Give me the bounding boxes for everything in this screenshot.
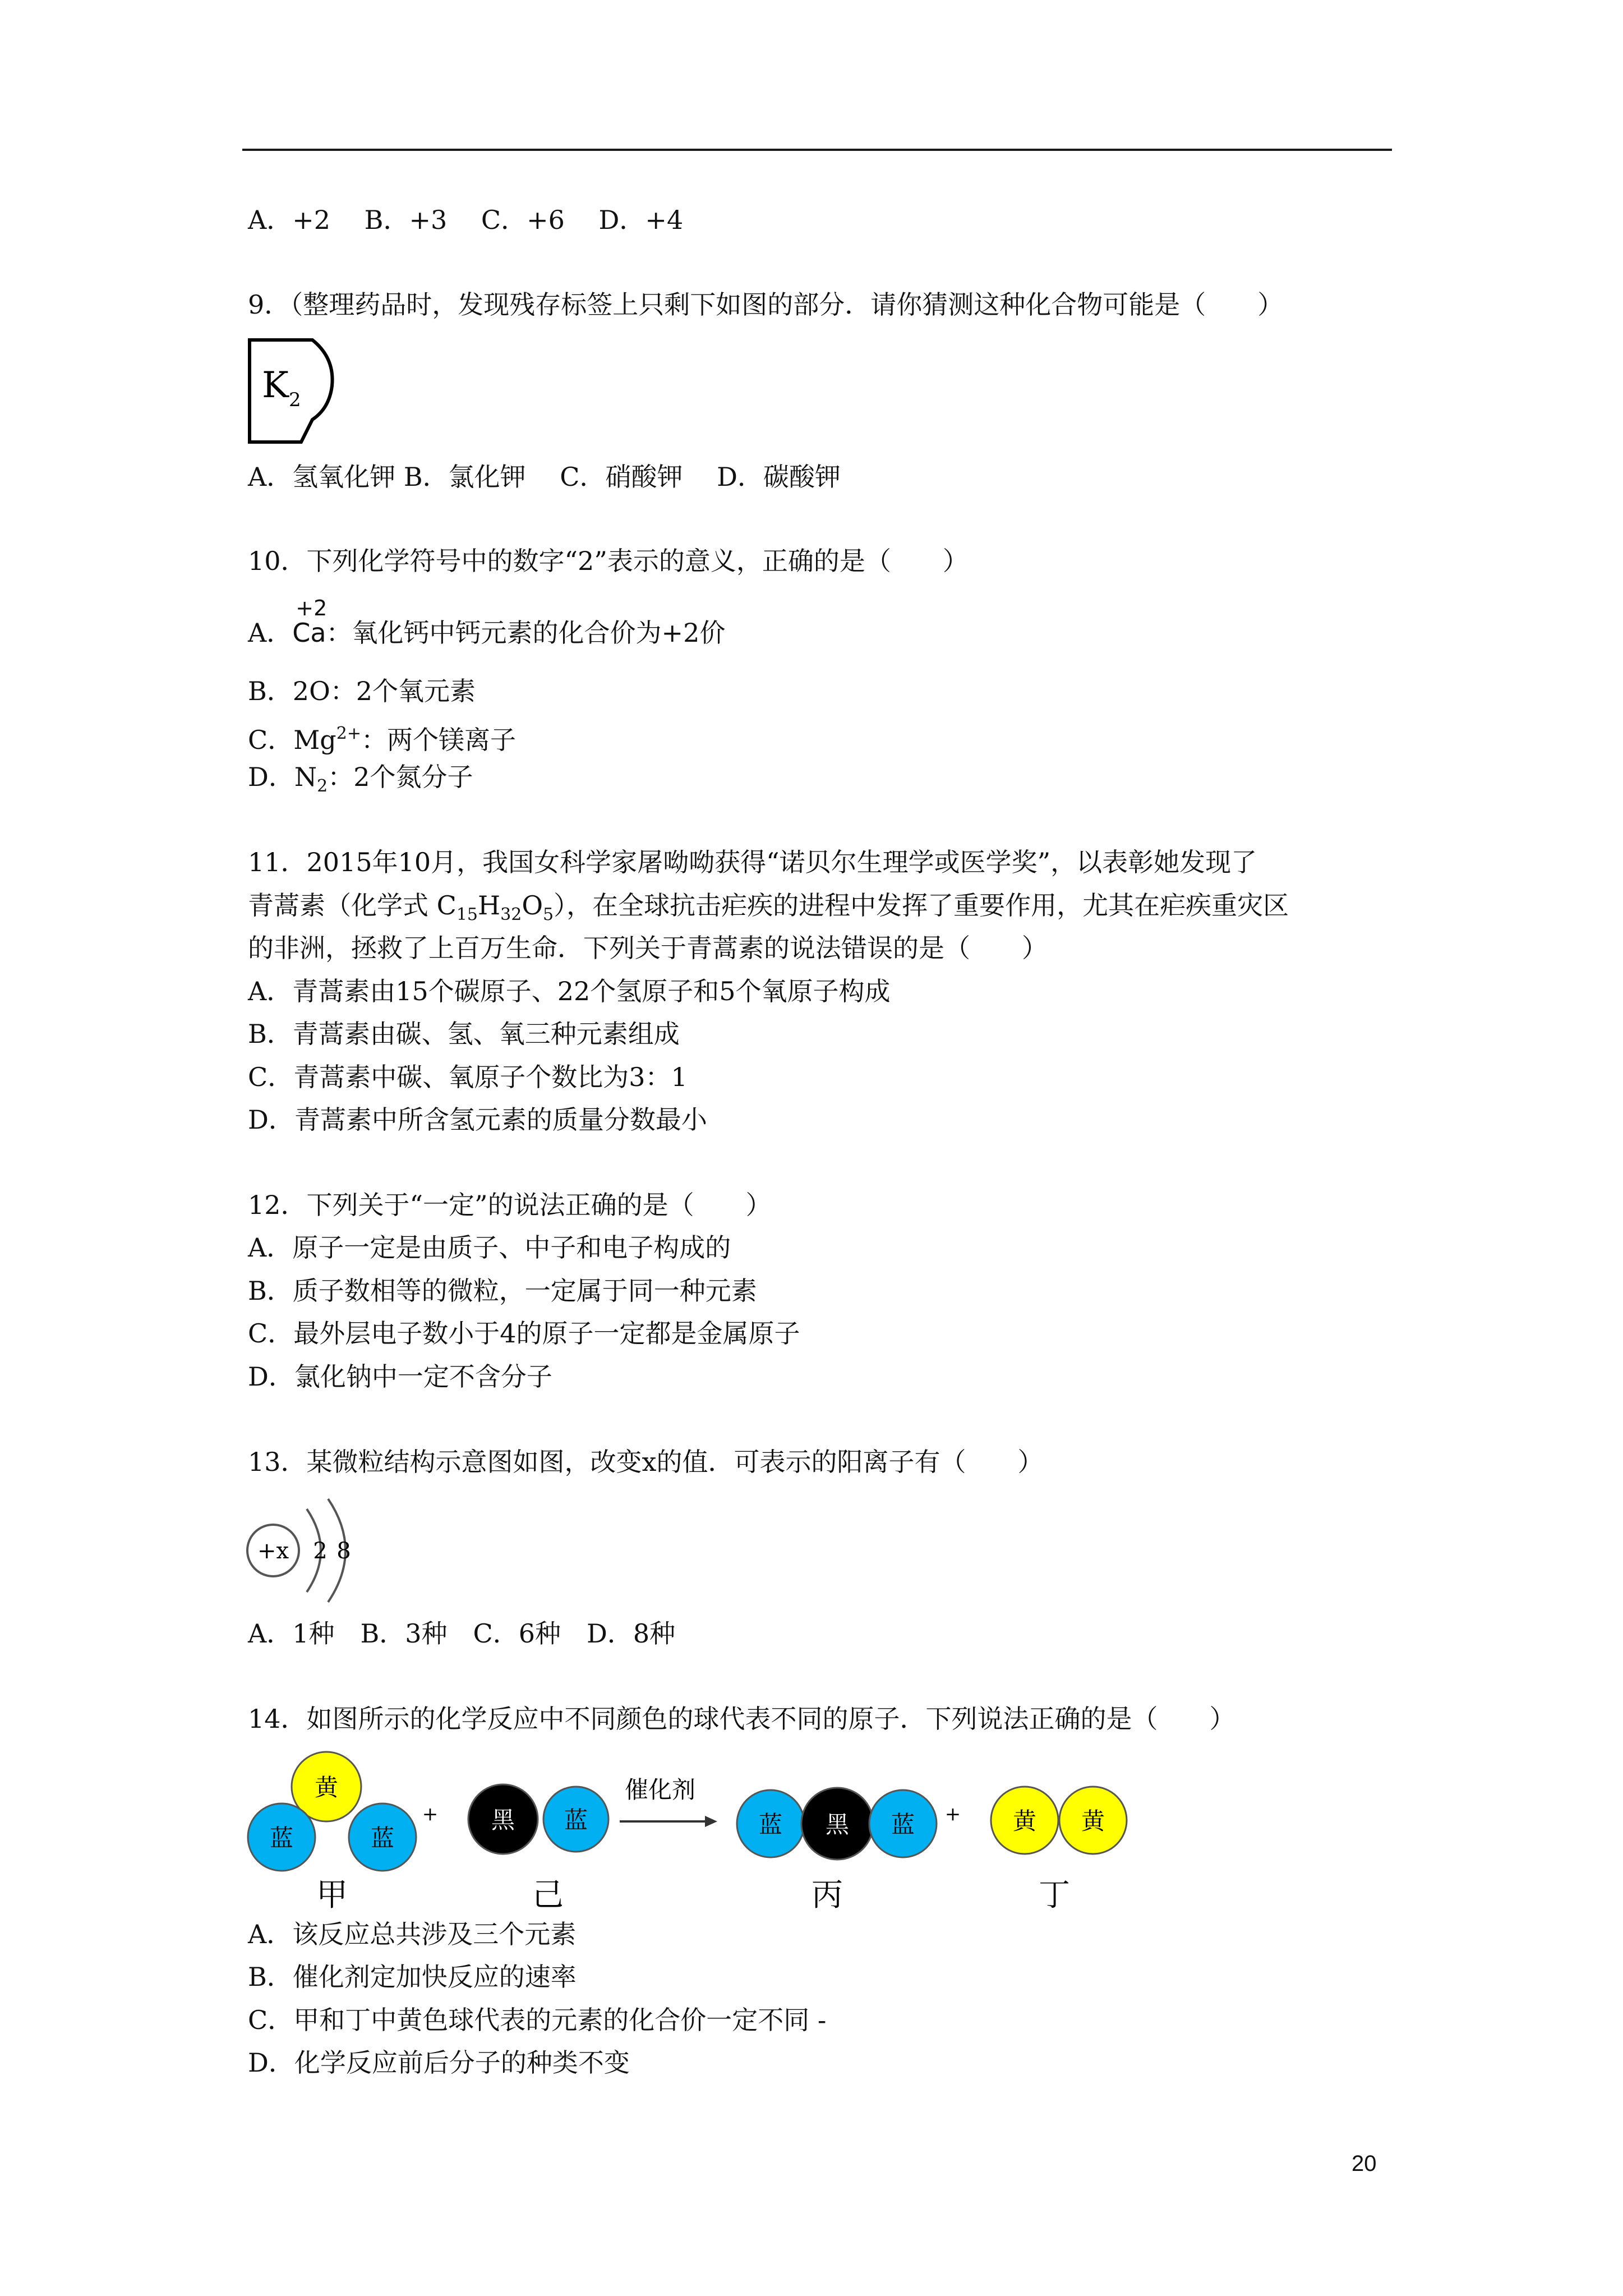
q9-label-figure bbox=[245, 335, 339, 447]
q14-jia-yellow-label: 黄 bbox=[314, 1774, 339, 1801]
q10-option-b: B．2O：2个氧元素 bbox=[248, 676, 476, 706]
q10-c-pre: C．Mg bbox=[248, 725, 336, 755]
q14-ding-yellow-label-left: 黄 bbox=[1012, 1807, 1037, 1835]
q10-option-c bbox=[248, 717, 516, 757]
q14-name-jia: 甲 bbox=[316, 1877, 348, 1913]
q10-c-text: ：两个镁离子 bbox=[361, 725, 516, 755]
q10-c-sup: 2+ bbox=[336, 724, 361, 743]
q10-option-a bbox=[248, 596, 726, 650]
q11-option-c: C．青蒿素中碳、氧原子个数比为3：1 bbox=[248, 1062, 688, 1092]
q13-nucleus: +x bbox=[257, 1538, 289, 1564]
q13-shell2: 8 bbox=[336, 1538, 351, 1564]
q14-bing-black-label: 黑 bbox=[825, 1811, 850, 1838]
q10-d-text: ：2个氮分子 bbox=[328, 762, 473, 792]
q11-option-b: B．青蒿素由碳、氢、氧三种元素组成 bbox=[248, 1019, 680, 1049]
q10-d-sub: 2 bbox=[317, 776, 328, 796]
q14-stem: 14．如图所示的化学反应中不同颜色的球代表不同的原子．下列说法正确的是（ ） bbox=[248, 1704, 1235, 1734]
q14-option-d: D．化学反应前后分子的种类不变 bbox=[248, 2047, 630, 2078]
q11-f3: 5 bbox=[543, 905, 554, 924]
q14-yi-black-label: 黑 bbox=[491, 1806, 515, 1834]
q11-line3: 的非洲，拯救了上百万生命．下列关于青蒿素的说法错误的是（ ） bbox=[248, 933, 1048, 963]
q14-arrow-head bbox=[705, 1816, 717, 1827]
q12-option-d: D．氯化钠中一定不含分子 bbox=[248, 1361, 552, 1392]
q14-option-a: A．该反应总共涉及三个元素 bbox=[248, 1919, 577, 1949]
q14-reaction-diagram bbox=[245, 1747, 1142, 1918]
q11-line2 bbox=[248, 889, 1289, 932]
q9-options: A．氢氧化钾 B．氯化钾 C．硝酸钾 D．碳酸钾 bbox=[248, 462, 841, 492]
q13-stem: 13．某微粒结构示意图如图，改变x的值．可表示的阳离子有（ ） bbox=[248, 1447, 1044, 1477]
q12-stem: 12．下列关于“一定”的说法正确的是（ ） bbox=[248, 1190, 772, 1220]
q14-ding-yellow-label-right: 黄 bbox=[1081, 1807, 1105, 1835]
q10-a-prefix: A． bbox=[248, 618, 293, 648]
header-rule bbox=[242, 149, 1392, 151]
q10-d-pre: D．N bbox=[248, 762, 317, 792]
q11-f2: 32 bbox=[500, 905, 522, 924]
q14-catalyst-label: 催化剂 bbox=[624, 1776, 696, 1803]
q11-f1: 15 bbox=[456, 905, 478, 924]
q11-h: H bbox=[478, 890, 501, 921]
q10-a-valence: +2 bbox=[296, 596, 328, 620]
q12-option-c: C．最外层电子数小于4的原子一定都是金属原子 bbox=[248, 1318, 800, 1349]
q14-name-yi: 己 bbox=[532, 1877, 564, 1913]
q10-option-d bbox=[248, 760, 473, 803]
q14-plus-1: + bbox=[422, 1803, 439, 1825]
q14-yi-blue-label: 蓝 bbox=[564, 1806, 588, 1834]
q12-option-a: A．原子一定是由质子、中子和电子构成的 bbox=[248, 1232, 731, 1263]
q14-option-b: B．催化剂定加快反应的速率 bbox=[248, 1962, 577, 1992]
q9-label-k: K bbox=[262, 365, 289, 406]
q9-label-sub: 2 bbox=[289, 389, 301, 411]
q11-l2-post: ），在全球抗击疟疾的进程中发挥了重要作用，尤其在疟疾重灾区 bbox=[554, 890, 1289, 921]
q13-options: A．1种 B．3种 C．6种 D．8种 bbox=[248, 1618, 676, 1649]
q8-options: A．+2 B．+3 C．+6 D．+4 bbox=[248, 205, 684, 235]
q14-plus-2: + bbox=[944, 1803, 961, 1825]
q13-atom-diagram bbox=[245, 1487, 368, 1610]
q14-option-c: C．甲和丁中黄色球代表的元素的化合价一定不同 - bbox=[248, 2005, 827, 2035]
q9-stem: 9．（整理药品时，发现残存标签上只剩下如图的部分．请你猜测这种化合物可能是（ ） bbox=[248, 289, 1284, 320]
q11-l2-pre: 青蒿素（化学式 C bbox=[248, 890, 457, 921]
q11-option-a: A．青蒿素由15个碳原子、22个氢原子和5个氧原子构成 bbox=[248, 976, 891, 1006]
q14-name-ding: 丁 bbox=[1039, 1877, 1070, 1913]
q11-o: O bbox=[522, 890, 543, 921]
q11-option-d: D．青蒿素中所含氢元素的质量分数最小 bbox=[248, 1105, 707, 1135]
q14-jia-blue-label-left: 蓝 bbox=[269, 1824, 294, 1852]
q10-stem: 10．下列化学符号中的数字“2”表示的意义，正确的是（ ） bbox=[248, 546, 969, 576]
q12-option-b: B．质子数相等的微粒，一定属于同一种元素 bbox=[248, 1276, 757, 1306]
page-number: 20 bbox=[1352, 2151, 1377, 2176]
q10-a-text: ：氧化钙中钙元素的化合价为+2价 bbox=[326, 618, 726, 648]
q11-line1: 11．2015年10月，我国女科学家屠呦呦获得“诺贝尔生理学或医学奖”，以表彰她发现了 bbox=[248, 847, 1257, 877]
q14-bing-blue-label-left: 蓝 bbox=[758, 1811, 783, 1838]
q14-bing-blue-label-right: 蓝 bbox=[891, 1811, 915, 1838]
q14-name-bing: 丙 bbox=[811, 1877, 843, 1913]
q13-shell1: 2 bbox=[313, 1538, 328, 1564]
q10-a-symbol: Ca bbox=[292, 618, 326, 648]
q14-jia-blue-label-right: 蓝 bbox=[370, 1824, 395, 1852]
